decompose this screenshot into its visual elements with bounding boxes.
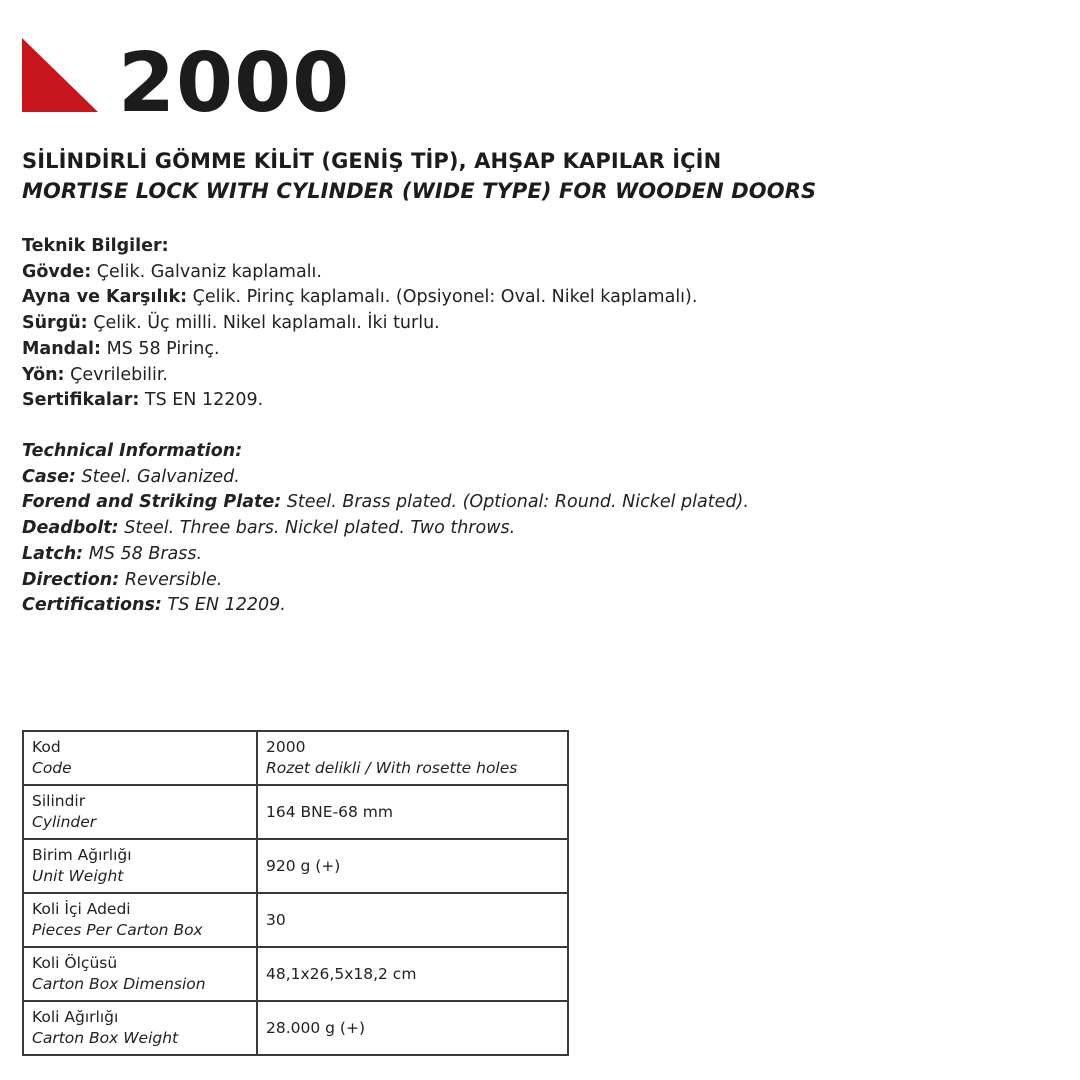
label-tr: Birim Ağırlığı [32, 846, 132, 864]
spec-key: Certifications: [22, 595, 162, 616]
value: 2000 [266, 738, 306, 756]
spec-value: Çevrilebilir. [64, 364, 168, 385]
spec-value: Çelik. Galvaniz kaplamalı. [91, 261, 322, 282]
label-tr: Koli İçi Adedi [32, 900, 131, 918]
row-value-cell: 30 [257, 893, 568, 947]
row-value-cell: 28.000 g (+) [257, 1001, 568, 1055]
row-label-cell [23, 893, 257, 947]
row-label-cell [23, 731, 257, 785]
table-row [23, 893, 568, 947]
spec-key: Deadbolt: [22, 518, 119, 539]
spec-line-direction-en [22, 568, 749, 594]
row-label-cell [23, 785, 257, 839]
product-title-tr: SİLİNDİRLİ GÖMME KİLİT (GENİŞ TİP), AHŞAP KAPILAR İÇİN [22, 149, 722, 173]
label-tr: Silindir [32, 792, 86, 810]
technical-info-heading-tr: Teknik Bilgiler: [22, 236, 169, 256]
spec-value: MS 58 Brass. [83, 543, 203, 564]
row-value-cell: 164 BNE-68 mm [257, 785, 568, 839]
spec-line-deadbolt-en [22, 516, 749, 542]
spec-line-deadbolt-tr [22, 311, 697, 337]
spec-line-forend-tr [22, 285, 697, 311]
technical-info-heading-en: Technical Information: [22, 441, 243, 461]
spec-line-certifications-en [22, 593, 749, 619]
technical-info-en [22, 439, 749, 619]
row-label-cell [23, 1001, 257, 1055]
spec-value: MS 58 Pirinç. [101, 338, 220, 359]
spec-key: Forend and Striking Plate: [22, 492, 282, 513]
spec-value: Steel. Galvanized. [75, 466, 240, 487]
label-tr: Kod [32, 738, 61, 756]
spec-key: Direction: [22, 569, 120, 590]
table-row [23, 731, 568, 785]
label-en: Code [32, 759, 72, 777]
row-value-cell: 920 g (+) [257, 839, 568, 893]
technical-info-tr [22, 234, 697, 414]
row-value-cell [257, 731, 568, 785]
label-en: Pieces Per Carton Box [32, 921, 203, 939]
brand-triangle-logo [22, 38, 98, 112]
spec-key: Case: [22, 466, 76, 487]
spec-line-forend-en [22, 490, 749, 516]
spec-line-latch-en [22, 542, 749, 568]
table-row [23, 947, 568, 1001]
value-note: Rozet delikli / With rosette holes [266, 759, 518, 777]
table-row [23, 785, 568, 839]
spec-value: TS EN 12209. [139, 390, 264, 411]
label-tr: Koli Ölçüsü [32, 954, 118, 972]
spec-line-certifications-tr [22, 388, 697, 414]
product-title-en: MORTISE LOCK WITH CYLINDER (WIDE TYPE) FOR WOODEN DOORS [22, 179, 817, 203]
spec-key: Gövde: [22, 261, 92, 282]
label-en: Carton Box Dimension [32, 975, 206, 993]
label-en: Cylinder [32, 813, 97, 831]
row-value-cell: 48,1x26,5x18,2 cm [257, 947, 568, 1001]
spec-line-direction-tr [22, 363, 697, 389]
table-row [23, 1001, 568, 1055]
row-label-cell [23, 947, 257, 1001]
label-tr: Koli Ağırlığı [32, 1008, 119, 1026]
spec-value: Steel. Brass plated. (Optional: Round. Nickel plated). [281, 492, 749, 513]
spec-key: Ayna ve Karşılık: [22, 287, 188, 308]
spec-line-case-en [22, 465, 749, 491]
spec-key: Yön: [22, 364, 65, 385]
spec-line-latch-tr [22, 337, 697, 363]
label-en: Unit Weight [32, 867, 124, 885]
spec-value: Reversible. [119, 569, 223, 590]
spec-value: Çelik. Pirinç kaplamalı. (Opsiyonel: Oval. Nikel kaplamalı). [187, 287, 698, 308]
spec-key: Latch: [22, 543, 84, 564]
table-row [23, 839, 568, 893]
spec-value: Çelik. Üç milli. Nikel kaplamalı. İki turlu. [87, 313, 440, 334]
spec-key: Sürgü: [22, 313, 88, 334]
spec-key: Mandal: [22, 338, 102, 359]
spec-key: Sertifikalar: [22, 390, 140, 411]
label-en: Carton Box Weight [32, 1029, 179, 1047]
model-number: 2000 [118, 36, 351, 131]
row-label-cell [23, 839, 257, 893]
product-spec-table [22, 730, 569, 1056]
spec-value: Steel. Three bars. Nickel plated. Two throws. [118, 518, 516, 539]
spec-line-body-tr [22, 260, 697, 286]
spec-value: TS EN 12209. [161, 595, 286, 616]
